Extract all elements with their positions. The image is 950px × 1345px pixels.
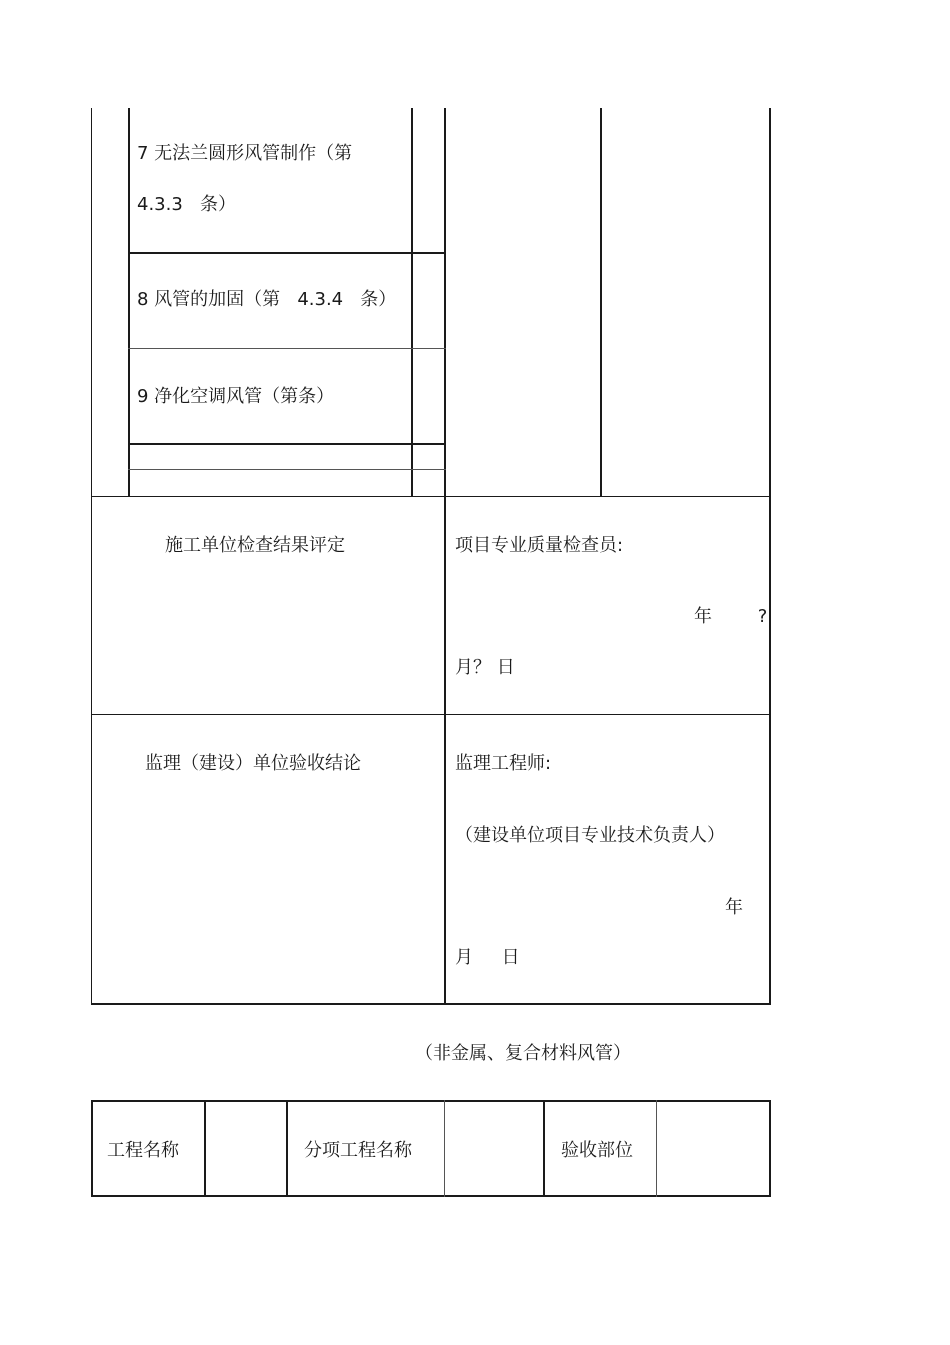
- item-7-line2: 4.3.3 条）: [137, 194, 236, 215]
- table-right-border: [769, 108, 771, 1004]
- header-divider-5: [656, 1100, 657, 1197]
- supervision-date-year: 年: [725, 897, 743, 918]
- row-line-9: [128, 443, 446, 445]
- section-line-eval: [91, 496, 771, 497]
- construction-eval-label: 施工单位检查结果评定: [165, 535, 345, 556]
- item-col-right-line: [411, 108, 413, 497]
- eval-date-month-day: 月？ 日: [455, 657, 515, 678]
- mark-col-right-line: [444, 108, 446, 1004]
- owner-label: （建设单位项目专业技术负责人）: [455, 825, 725, 846]
- subproject-label: 分项工程名称: [304, 1140, 412, 1161]
- section-title: （非金属、复合材料风管）: [415, 1043, 631, 1064]
- header-divider-2: [286, 1100, 288, 1197]
- item-col-left-line: [128, 108, 130, 497]
- header-divider-3: [444, 1100, 445, 1197]
- project-name-label: 工程名称: [107, 1140, 179, 1161]
- supervision-date-month-day: 月 日: [455, 947, 520, 968]
- header-divider-1: [204, 1100, 206, 1197]
- supervision-label: 监理（建设）单位验收结论: [145, 753, 361, 774]
- section-line-supervision: [91, 714, 771, 715]
- item-8: 8 风管的加固（第 4.3.4 条）: [137, 289, 397, 310]
- inspector-label: 项目专业质量检查员:: [455, 535, 624, 556]
- header-bottom-border: [91, 1195, 771, 1197]
- table-bottom-border: [91, 1003, 771, 1005]
- result-col-right-line: [600, 108, 602, 497]
- acceptance-part-label: 验收部位: [561, 1140, 633, 1161]
- header-divider-4: [543, 1100, 545, 1197]
- item-9: 9 净化空调风管（第条）: [137, 386, 335, 407]
- engineer-label: 监理工程师:: [455, 753, 552, 774]
- row-line-8: [128, 348, 446, 349]
- row-line-7: [128, 252, 446, 254]
- header-right-border: [769, 1100, 771, 1197]
- item-7-line1: 7 无法兰圆形风管制作（第: [137, 143, 353, 164]
- table-left-border: [91, 108, 92, 1004]
- eval-date-year: 年 ?: [694, 606, 768, 627]
- header-top-border: [91, 1100, 771, 1102]
- row-line-10: [128, 469, 446, 470]
- header-left-border: [91, 1100, 93, 1197]
